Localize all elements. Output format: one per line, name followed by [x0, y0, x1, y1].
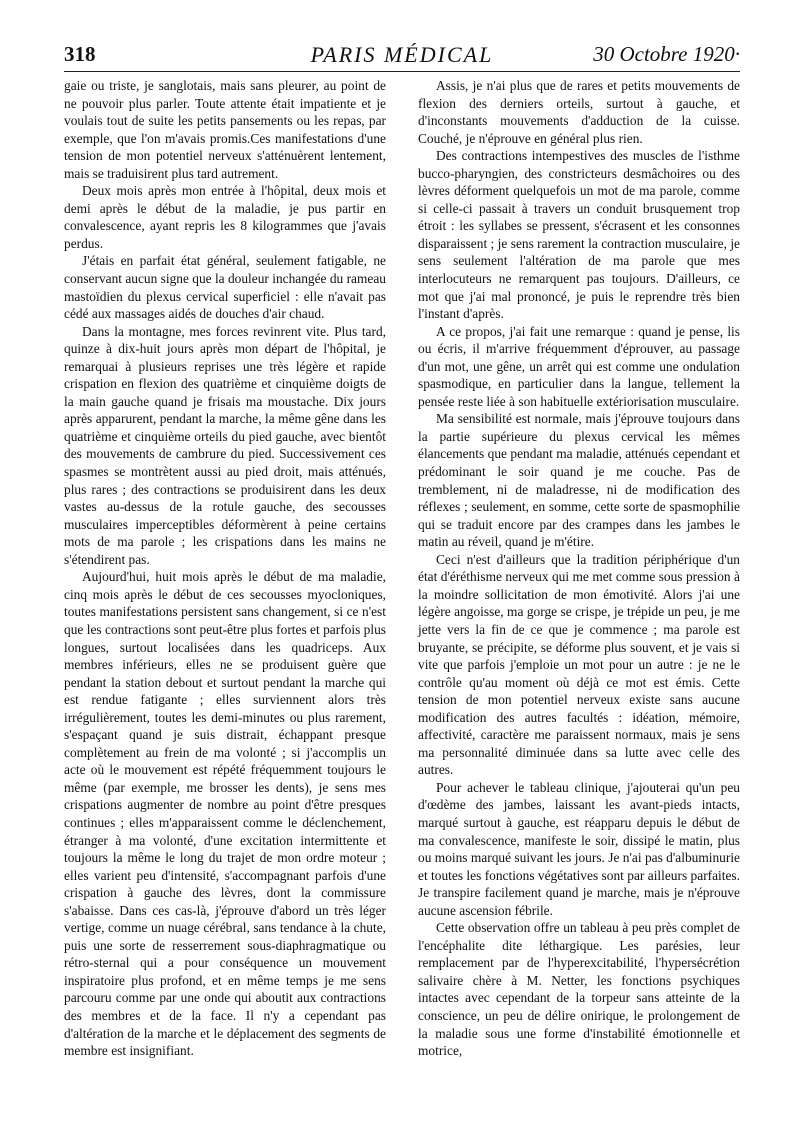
paragraph: Ceci n'est d'ailleurs que la tradition périphérique d'un état d'éréthisme nerveux qui me met comme sous pression à la moindre sollicitation de mon émotivité. Alors j'ai une légère angoisse, ma gorge se crispe, je trépide un peu, je me jette vers la fin de ce que je commence ; ma parole est bruyante, se précipite, se déforme plus souvent, et je vais si vite que parfois j'emploie un mot pour un autre : je ne le contrôle qu'au moment où déjà ce mot est émis. Cette tension de mon potentiel nerveux existe sans aucune modification des autres facultés : idéation, mémoire, affectivité, caractère me paraissent normaux, mais je sens ma personnalité diminuée dans sa lutte avec celle des autres. [418, 551, 740, 778]
paragraph: Ma sensibilité est normale, mais j'éprouve toujours dans la partie supérieure du plexus cervical les mêmes élancements que pendant ma maladie, atténués cependant et prédominant le soir quand je me couche. Pas de tremblement, ni de maladresse, ni de modification des réflexes ; seulement, en somme, cette sorte de spasmophilie qui se traduit encore par des crampes dans les jambes le matin au réveil, quand je m'étire. [418, 411, 740, 550]
right-column [418, 77, 740, 1060]
paragraph: J'étais en parfait état général, seulement fatigable, ne conservant aucun signe que la douleur inchangée du rameau mastoïdien du plexus cervical superficiel : elle n'avait pas cédé aux massages aidés de douches d'air chaud. [64, 253, 386, 322]
paragraph: Cette observation offre un tableau à peu près complet de l'encéphalite dite léthargique. Les parésies, leur remplacement par de l'hyperexcitabilité, l'hypersécrétion salivaire chère à M. Netter, les fonctions psychiques intactes avec cependant de la torpeur sans atteinte de la conscience, un peu de délire onirique, le prolongement de la maladie sous une forme d'instabilité émotionnelle et motrice, [418, 920, 740, 1059]
paragraph: Aujourd'hui, huit mois après le début de ma maladie, cinq mois après le début de ces secousses myocloniques, toutes manifestations persistent sans changement, si ce n'est que les contractions sont peut-être plus fortes et parfois plus longues, surtout localisées dans les quadriceps. Aux membres inférieurs, elles ne se produisent guère que pendant la station debout et surtout pendant la marche qui est rendue fatigante ; elles surviennent alors très irrégulièrement, toutes les demi-minutes ou plus rarement, s'espaçant quand je suis distrait, échappant presque complètement au frein de ma volonté ; si j'accomplis un acte où le mouvement est répété fréquemment toujours le même (par exemple, me brosser les dents), je sens mes crispations augmenter de nombre au point d'être presques continues ; elles m'apparaissent comme le déclenchement, étranger à ma volonté, d'une excitation intermittente et toujours la même le long du trajet de mon ordre moteur ; elles varient peu d'intensité, s'accompagnant parfois d'une crispation à gauche des lèvres, dont la commissure s'abaisse. Dans ces cas-là, j'éprouve d'abord un très léger vertige, comme un nuage cérébral, sans tendance à la chute, puis une sorte de resserrement sous-diaphragmatique ou rétro-sternal qui a pour conséquence un mouvement inspiratoire plus profond, et en même temps je me sens parcouru comme par une onde qui aboutit aux contractions des membres et de la face. Il n'y a cependant pas d'altération de la marche et le déplacement des segments de membre est insignifiant. [64, 569, 386, 1059]
paragraph: Assis, je n'ai plus que de rares et petits mouvements de flexion des derniers orteils, surtout à gauche, et d'inconstants mouvements d'adduction de la cuisse. Couché, je n'éprouve en général plus rien. [418, 78, 740, 146]
paragraph: Dans la montagne, mes forces revinrent vite. Plus tard, quinze à dix-huit jours après mon départ de l'hôpital, je remarquai à plusieurs reprises une très légère et rapide crispation en flexion des quatrième et cinquième doigts de la main gauche quand je frisais ma moustache. Dix jours après apparurent, pendant la marche, la même gêne dans les quatrième et cinquième orteils du pied gauche, avec bientôt des mouvements de cambrure du pied. Successivement ces spasmes se montrètent aussi au pied droit, mais atténués, plus rares ; des contractions se produisirent dans les deux vastes au-dessus de la rotule gauche, des secousses musculaires imperceptibles déformèrent à peine certains mots de ma parole ; les crispations dans les mains ne s'étendirent pas. [64, 323, 386, 567]
paragraph: gaie ou triste, je sanglotais, mais sans pleurer, au point de ne pouvoir plus parler. Toute attente était impatiente et je voulais tout de suite les petits pansements ou les repas, par exemple, que l'on m'avais promis.Ces manifestations d'une tension de mon potentiel nerveux s'atténuèrent lentement, mais se traduisirent plus tard autrement. [64, 78, 386, 181]
left-column [64, 77, 386, 1060]
paragraph: Deux mois après mon entrée à l'hôpital, deux mois et demi après le début de la maladie, je pus partir en convalescence, ayant repris les 8 kilogrammes que j'avais perdus. [64, 183, 386, 251]
paragraph: Pour achever le tableau clinique, j'ajouterai qu'un peu d'œdème des jambes, laissant les avant-pieds intacts, marqué surtout à gauche, est réapparu depuis le début de ma convalescence, manifeste le soir, dissipé le matin, plus ou moins marqué suivant les jours. Je n'ai pas d'albuminurie et toutes les fonctions végétatives sont par ailleurs parfaites. Je transpire facilement quand je marche, mais je n'éprouve aucune ascension fébrile. [418, 779, 740, 918]
issue-date: 30 Octobre 1920· [593, 42, 740, 66]
page-number: 318 [64, 42, 96, 66]
journal-title: PARIS MÉDICAL [310, 42, 494, 67]
running-head [64, 42, 740, 72]
paragraph: A ce propos, j'ai fait une remarque : quand je pense, lis ou écris, il m'arrive fréquemment d'éprouver, au passage d'un mot, une gêne, un arrêt qui est comme une ondulation spasmodique, en particulier dans la langue, tellement la pensée reste liée à son habituelle extériorisation musculaire. [418, 323, 740, 409]
paragraph: Des contractions intempestives des muscles de l'isthme bucco-pharyngien, des constricteurs desmâchoires ou des lèvres déforment quelquefois un mot de ma parole, comme si celle-ci passait à travers un conduit brusquement trop étroit : les syllabes se pressent, s'écrasent et les consonnes disparaissent ; je sens rarement la contraction musculaire, je sens seulement l'altération de ma parole que mes interlocuteurs ne remarquent pas toujours. D'ailleurs, ce mot que j'ai mal prononcé, je puis le reprendre très bien l'instant d'après. [418, 148, 740, 322]
